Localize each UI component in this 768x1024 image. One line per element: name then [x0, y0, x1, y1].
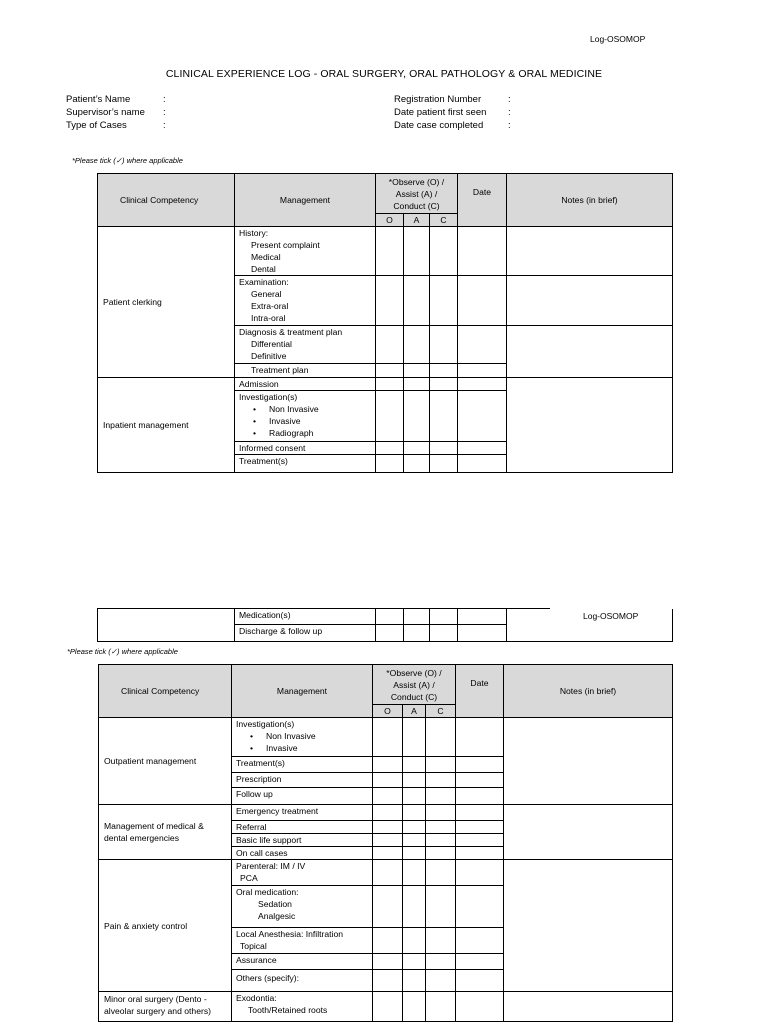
cell-date[interactable] [456, 970, 504, 992]
general-label: General [251, 289, 282, 299]
header-notes: Notes (in brief) [507, 174, 673, 227]
cell-o[interactable] [373, 970, 403, 992]
admission-label: Admission [239, 379, 279, 389]
cell-date[interactable] [458, 326, 507, 364]
cell-date[interactable] [456, 992, 504, 1022]
investigations-label: Investigation(s) [239, 392, 298, 402]
cell-notes[interactable] [507, 609, 673, 642]
info-label: Patient’s Name [66, 94, 131, 105]
cell-a[interactable] [404, 276, 430, 326]
medications-label: Medication(s) [239, 610, 291, 620]
follow-up-label: Follow up [236, 789, 273, 799]
management-cell [232, 788, 373, 805]
competency-emergencies: Management of medical & dental emergencies [99, 805, 232, 860]
cell-a[interactable] [404, 455, 430, 473]
cell-o[interactable] [376, 276, 404, 326]
competency-inpatient-management: Inpatient management [98, 378, 235, 473]
invasive-label: • Invasive [239, 415, 371, 427]
log-table-1 [97, 173, 673, 473]
table-row [99, 860, 673, 886]
log-code: Log-OSOMOP [590, 34, 646, 44]
log-table-2 [98, 664, 673, 1022]
cell-c[interactable] [426, 860, 456, 886]
header-o: O [376, 214, 404, 227]
cell-notes[interactable] [507, 326, 673, 378]
cell-o[interactable] [373, 821, 403, 834]
cell-c[interactable] [430, 276, 458, 326]
management-cell [232, 805, 373, 821]
cell-date[interactable] [456, 757, 504, 773]
cell-date[interactable] [456, 860, 504, 886]
info-label: Supervisor’s name [66, 107, 145, 118]
cell-o[interactable] [376, 455, 404, 473]
info-row-registration [394, 94, 481, 105]
cell-a[interactable] [404, 326, 430, 364]
cell-notes[interactable] [504, 992, 673, 1022]
cell-notes[interactable] [507, 227, 673, 276]
management-cell [232, 970, 373, 992]
cell-o[interactable] [373, 834, 403, 847]
cell-o[interactable] [373, 805, 403, 821]
cell-c[interactable] [426, 886, 456, 928]
others-label: Others (specify): [236, 973, 300, 983]
treatments-label: Treatment(s) [236, 758, 285, 768]
basic-life-support-label: Basic life support [236, 835, 302, 845]
cell-notes[interactable] [504, 860, 673, 992]
cell-a[interactable] [404, 227, 430, 276]
cell-notes[interactable] [507, 378, 673, 473]
definitive-label: Definitive [251, 351, 287, 361]
table-row [99, 805, 673, 821]
management-cell [235, 326, 376, 364]
cell-c[interactable] [430, 326, 458, 364]
cell-o[interactable] [376, 326, 404, 364]
cell-o[interactable] [376, 609, 404, 625]
cell-a[interactable] [403, 788, 426, 805]
info-row-type-of-cases [66, 120, 127, 131]
header-observe: *Observe (O) / Assist (A) / Conduct (C) [376, 174, 458, 214]
cell-a[interactable] [403, 757, 426, 773]
info-label: Type of Cases [66, 120, 127, 131]
sedation-label: Sedation [258, 899, 292, 909]
header-competency: Clinical Competency [99, 665, 232, 718]
cell-date[interactable] [456, 886, 504, 928]
oral-medication-label: Oral medication: [236, 887, 299, 897]
diagnosis-label: Diagnosis & treatment plan [239, 327, 343, 337]
cell-a[interactable] [404, 391, 430, 442]
management-cell [235, 378, 376, 391]
management-cell [232, 860, 373, 886]
info-sep: : [163, 120, 166, 131]
management-cell [235, 227, 376, 276]
log-table-continued [97, 608, 673, 642]
header-management: Management [235, 174, 376, 227]
info-row-patient-name [66, 94, 130, 105]
differential-label: Differential [251, 339, 292, 349]
info-sep: : [508, 107, 511, 118]
competency-patient-clerking: Patient clerking [98, 227, 235, 378]
cell-a[interactable] [403, 970, 426, 992]
cell-o[interactable] [373, 954, 403, 970]
cell-date[interactable] [458, 378, 507, 391]
cell-c[interactable] [426, 788, 456, 805]
cell-c[interactable] [430, 391, 458, 442]
cell-a[interactable] [403, 805, 426, 821]
cell-date[interactable] [458, 227, 507, 276]
competency-minor-oral-surgery: Minor oral surgery (Dento -alveolar surgery and others) [99, 992, 232, 1022]
extra-oral-label: Extra-oral [251, 301, 289, 311]
management-cell [232, 757, 373, 773]
emergency-treatment-label: Emergency treatment [236, 806, 319, 816]
cell-c[interactable] [426, 718, 456, 757]
non-invasive-label: • Non Invasive [236, 730, 368, 742]
prescription-label: Prescription [236, 774, 282, 784]
table-row [98, 378, 673, 391]
header-c: C [430, 214, 458, 227]
header-date: Date [458, 174, 507, 227]
cell-c[interactable] [426, 954, 456, 970]
tooth-retained-label: Tooth/Retained roots [248, 1005, 328, 1015]
header-observe: *Observe (O) / Assist (A) / Conduct (C) [373, 665, 456, 705]
intra-oral-label: Intra-oral [251, 313, 286, 323]
treatments-label: Treatment(s) [239, 456, 288, 466]
cell-o[interactable] [373, 860, 403, 886]
cell-date[interactable] [456, 773, 504, 788]
cell-c[interactable] [426, 970, 456, 992]
log-code-page-2: Log-OSOMOP [583, 611, 639, 621]
competency-empty [98, 609, 235, 642]
management-cell [232, 847, 373, 860]
cell-c[interactable] [426, 821, 456, 834]
cell-a[interactable] [403, 773, 426, 788]
management-cell [235, 364, 376, 378]
info-sep: : [163, 107, 166, 118]
info-row-date-first-seen [394, 107, 486, 118]
cell-o[interactable] [376, 227, 404, 276]
cell-date[interactable] [456, 821, 504, 834]
cell-date[interactable] [456, 805, 504, 821]
cell-a[interactable] [403, 821, 426, 834]
cell-c[interactable] [426, 847, 456, 860]
cell-a[interactable] [404, 609, 430, 625]
cell-o[interactable] [373, 886, 403, 928]
management-cell [235, 442, 376, 455]
cell-c[interactable] [426, 805, 456, 821]
management-cell [235, 391, 376, 442]
cell-o[interactable] [376, 442, 404, 455]
cell-c[interactable] [426, 928, 456, 954]
cell-o[interactable] [373, 788, 403, 805]
info-label: Date case completed [394, 120, 484, 131]
table-row [98, 227, 673, 276]
management-cell [235, 625, 376, 642]
history-label: History: [239, 228, 269, 238]
analgesic-label: Analgesic [258, 911, 296, 921]
local-anesthesia-label: Local Anesthesia: Infiltration [236, 929, 344, 939]
discharge-label: Discharge & follow up [239, 626, 323, 636]
medical-label: Medical [251, 252, 281, 262]
management-cell [232, 886, 373, 928]
cell-notes[interactable] [504, 718, 673, 805]
cell-date[interactable] [458, 625, 507, 642]
cell-o[interactable] [373, 757, 403, 773]
non-invasive-label: • Non Invasive [239, 403, 371, 415]
cell-date[interactable] [456, 788, 504, 805]
cell-o[interactable] [373, 773, 403, 788]
pca-label: PCA [240, 873, 258, 883]
cell-o[interactable] [376, 378, 404, 391]
cell-o[interactable] [373, 992, 403, 1022]
cell-a[interactable] [404, 625, 430, 642]
cell-o[interactable] [373, 718, 403, 757]
cell-o[interactable] [376, 391, 404, 442]
cell-a[interactable] [403, 718, 426, 757]
cell-c[interactable] [430, 455, 458, 473]
assurance-label: Assurance [236, 955, 277, 965]
cell-c[interactable] [430, 378, 458, 391]
invasive-label: • Invasive [236, 742, 368, 754]
cell-date[interactable] [456, 954, 504, 970]
cell-date[interactable] [458, 391, 507, 442]
table-row [99, 718, 673, 757]
header-date: Date [456, 665, 504, 718]
investigations-label: Investigation(s) [236, 719, 295, 729]
info-label: Registration Number [394, 94, 482, 105]
cell-notes[interactable] [504, 805, 673, 860]
management-cell [232, 718, 373, 757]
cell-o[interactable] [376, 364, 404, 378]
header-o: O [373, 705, 403, 718]
cell-c[interactable] [430, 442, 458, 455]
info-sep: : [163, 94, 166, 105]
parenteral-label: Parenteral: IM / IV [236, 861, 306, 871]
cell-notes[interactable] [507, 276, 673, 326]
management-cell [235, 455, 376, 473]
management-cell [232, 954, 373, 970]
cell-date[interactable] [456, 847, 504, 860]
cell-a[interactable] [404, 378, 430, 391]
cell-c[interactable] [426, 992, 456, 1022]
info-sep: : [508, 94, 511, 105]
cell-date[interactable] [458, 364, 507, 378]
tick-note: *Please tick (✓) where applicable [72, 156, 183, 165]
competency-outpatient-management: Outpatient management [99, 718, 232, 805]
header-competency: Clinical Competency [98, 174, 235, 227]
header-c: C [426, 705, 456, 718]
management-cell [232, 821, 373, 834]
info-sep: : [508, 120, 511, 131]
cell-o[interactable] [376, 625, 404, 642]
info-row-date-completed [394, 120, 483, 131]
examination-label: Examination: [239, 277, 289, 287]
cell-c[interactable] [430, 609, 458, 625]
header-a: A [404, 214, 430, 227]
management-cell [232, 992, 373, 1022]
management-cell [235, 609, 376, 625]
cell-a[interactable] [403, 847, 426, 860]
competency-pain-anxiety: Pain & anxiety control [99, 860, 232, 992]
treatment-plan-label: Treatment plan [251, 365, 309, 375]
cell-date[interactable] [458, 455, 507, 473]
header-notes: Notes (in brief) [504, 665, 673, 718]
management-cell [235, 276, 376, 326]
cell-a[interactable] [403, 860, 426, 886]
cell-date[interactable] [456, 718, 504, 757]
header-management: Management [232, 665, 373, 718]
cell-date[interactable] [456, 928, 504, 954]
info-label: Date patient first seen [394, 107, 487, 118]
cell-a[interactable] [404, 442, 430, 455]
referral-label: Referral [236, 822, 267, 832]
cell-o[interactable] [373, 928, 403, 954]
cell-a[interactable] [403, 992, 426, 1022]
cell-c[interactable] [426, 834, 456, 847]
cell-date[interactable] [456, 834, 504, 847]
cell-date[interactable] [458, 276, 507, 326]
exodontia-label: Exodontia: [236, 993, 277, 1003]
management-cell [232, 928, 373, 954]
cell-a[interactable] [403, 928, 426, 954]
cell-c[interactable] [430, 364, 458, 378]
cell-c[interactable] [426, 757, 456, 773]
management-cell [232, 834, 373, 847]
cell-a[interactable] [403, 954, 426, 970]
radiograph-label: • Radiograph [239, 427, 371, 439]
table-row [98, 609, 673, 625]
dental-label: Dental [251, 264, 276, 274]
present-complaint-label: Present complaint [251, 240, 320, 250]
on-call-label: On call cases [236, 848, 288, 858]
topical-label: Topical [240, 941, 267, 951]
cell-a[interactable] [403, 886, 426, 928]
cell-o[interactable] [373, 847, 403, 860]
cell-date[interactable] [458, 609, 507, 625]
table-row [99, 992, 673, 1022]
informed-consent-label: Informed consent [239, 443, 306, 453]
management-cell [232, 773, 373, 788]
cell-c[interactable] [430, 625, 458, 642]
cell-c[interactable] [426, 773, 456, 788]
cell-c[interactable] [430, 227, 458, 276]
header-a: A [403, 705, 426, 718]
cell-a[interactable] [403, 834, 426, 847]
cell-a[interactable] [404, 364, 430, 378]
tick-note-2: *Please tick (✓) where applicable [67, 647, 178, 656]
info-row-supervisor [66, 107, 145, 118]
cell-date[interactable] [458, 442, 507, 455]
page-title: CLINICAL EXPERIENCE LOG - ORAL SURGERY, ORAL PATHOLOGY & ORAL MEDICINE [165, 68, 603, 80]
